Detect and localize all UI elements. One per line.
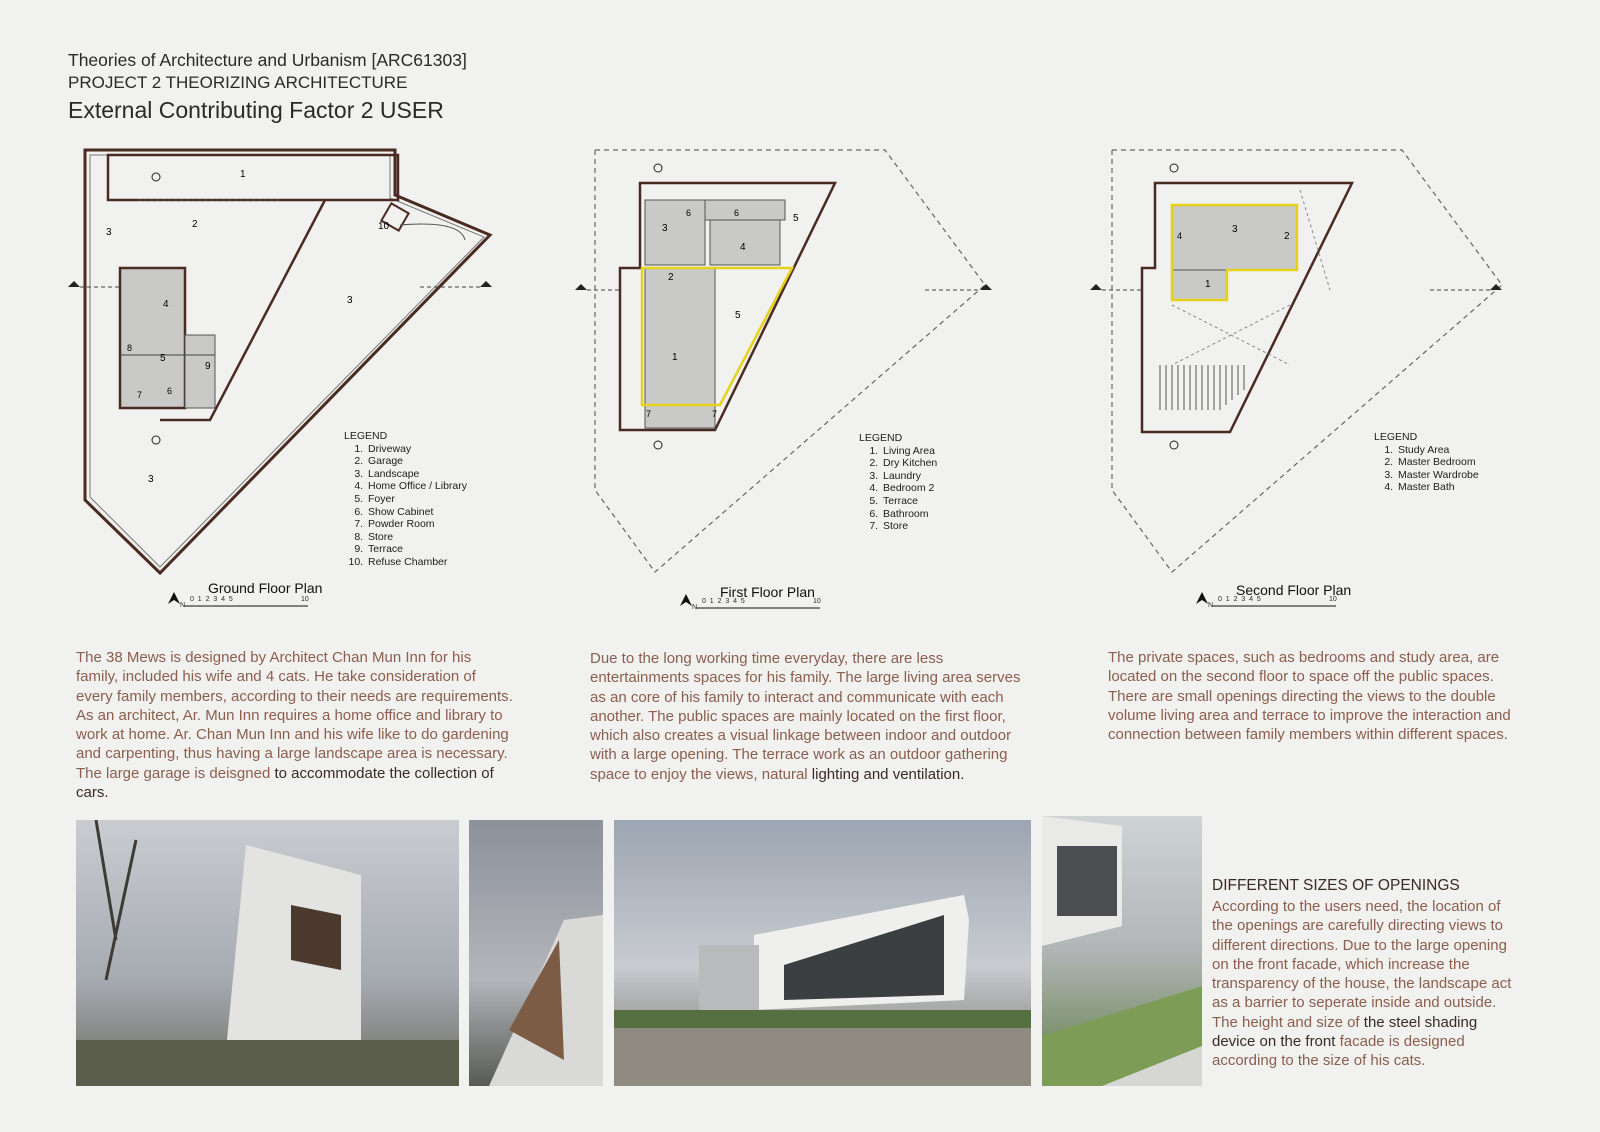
legend-item: 8. Store [366, 531, 467, 544]
legend-item: 4. Master Bath [1396, 481, 1479, 494]
legend-title: LEGEND [344, 430, 388, 442]
room-label: 1 [1205, 279, 1211, 290]
scale-end: 10 [1329, 596, 1337, 603]
legend-title: LEGEND [1374, 431, 1418, 443]
project-title: PROJECT 2 THEORIZING ARCHITECTURE [68, 73, 408, 92]
paragraph-text-end: lighting and ventilation. [811, 765, 965, 783]
legend-item: 6. Show Cabinet [366, 506, 467, 519]
first-floor-legend [859, 432, 937, 533]
room-label: 3 [347, 295, 353, 306]
ground-floor-description [76, 648, 516, 802]
room-label: 3 [662, 223, 668, 234]
scale-bar [1196, 590, 1346, 612]
legend-item: 4. Bedroom 2 [881, 482, 937, 495]
paragraph-text: The 38 Mews is designed by Architect Chan Mun Inn for his family, included his wife and 4 cats. He take consideration of every family members, according to their needs are requirements. As an architect, Ar. Mun Inn requires a home office and library to work at home. Ar. Chan Mun Inn and his wife like to do gardening and carpenting, thus having a large landscape area is necessary. The large garage is deisgned [76, 649, 513, 782]
openings-heading: DIFFERENT SIZES OF OPENINGS [1212, 877, 1460, 894]
legend-item: 6. Bathroom [881, 508, 937, 521]
north-arrow-icon [1196, 592, 1208, 604]
room-label: 5 [735, 310, 741, 321]
legend-item: 2. Garage [366, 455, 467, 468]
legend-item: 7. Store [881, 520, 937, 533]
legend-item: 3. Laundry [881, 470, 937, 483]
north-label: N [1208, 602, 1214, 609]
legend-item: 3. Master Wardrobe [1396, 469, 1479, 482]
scale-ticks: 0 1 2 3 4 5 [702, 598, 745, 605]
legend-item: 1. Living Area [881, 445, 937, 458]
second-floor-drawing [1090, 140, 1530, 590]
room-label: 4 [1177, 231, 1183, 241]
room-label: 2 [192, 219, 198, 230]
north-label: N [180, 602, 186, 609]
first-floor-plan [575, 140, 1015, 590]
room-label: 7 [712, 409, 718, 419]
room-label: 8 [127, 343, 133, 353]
room-label: 5 [160, 353, 166, 364]
room-label: 6 [167, 386, 173, 396]
second-floor-plan [1090, 140, 1530, 590]
room-label: 7 [646, 409, 652, 419]
photo-front-facade [614, 820, 1031, 1086]
course-title: Theories of Architecture and Urbanism [ARC61303] [68, 50, 467, 70]
paragraph-text: The private spaces, such as bedrooms and study area, are located on the second floor to space off the public spaces. There are small openings directing the views to the double volume living area and terrace to improve the interaction and connection between family members within different spaces. [1108, 649, 1511, 744]
paragraph-text-end: to accommodate the collection of cars. [76, 764, 494, 802]
legend-item: 4. Home Office / Library [366, 480, 467, 493]
page-title: External Contributing Factor 2 USER [68, 97, 444, 123]
scale-ticks: 0 1 2 3 4 5 [1218, 596, 1261, 603]
legend-item: 5. Foyer [366, 493, 467, 506]
room-label: 2 [1284, 231, 1290, 242]
openings-text: According to the users need, the location of the openings are carefully directing views to different directions. Due to the large opening on the front facade, which increase the transparency of the house, the landscape act as a barrier to seperate inside and outside. The height and size of [1212, 898, 1512, 1031]
legend-item: 2. Master Bedroom [1396, 456, 1479, 469]
room-label: 9 [205, 361, 211, 372]
room-label: 2 [668, 272, 674, 283]
legend-title: LEGEND [859, 432, 903, 444]
room-label: 1 [240, 169, 246, 180]
room-label: 3 [148, 474, 154, 485]
second-floor-title: Second Floor Plan [1236, 582, 1352, 598]
legend-item: 3. Landscape [366, 468, 467, 481]
photo-facade-corner [76, 820, 459, 1086]
first-floor-description [590, 649, 1028, 784]
scale-bar [168, 590, 318, 612]
ground-floor-legend [344, 430, 467, 569]
scale-end: 10 [301, 596, 309, 603]
scale-end: 10 [813, 598, 821, 605]
room-label: 6 [686, 208, 692, 218]
legend-item: 7. Powder Room [366, 518, 467, 531]
legend-item: 1. Study Area [1396, 444, 1479, 457]
room-label: 6 [734, 208, 740, 218]
ground-floor-plan [60, 135, 520, 605]
second-floor-description [1108, 648, 1518, 744]
ground-floor-title: Ground Floor Plan [208, 580, 323, 596]
room-label: 4 [740, 242, 746, 253]
photo-side-facade [469, 820, 603, 1086]
paragraph-text: Due to the long working time everyday, there are less entertainments spaces for his family. The large living area serves as an core of his family to interact and communicate with each another. The public spaces are mainly located on the first floor, which also creates a visual linkage between indoor and outdoor with a large opening. The terrace work as an outdoor gathering space to enjoy the views, natural [590, 650, 1021, 783]
room-label: 5 [793, 213, 799, 224]
openings-description [1212, 897, 1522, 1071]
room-label: 7 [137, 390, 143, 400]
room-label: 4 [163, 299, 169, 310]
legend-item: 1. Driveway [366, 443, 467, 456]
room-label: 3 [106, 227, 112, 238]
legend-item: 10. Refuse Chamber [366, 556, 467, 569]
north-arrow-icon [680, 594, 692, 606]
legend-item: 5. Terrace [881, 495, 937, 508]
scale-ticks: 0 1 2 3 4 5 [190, 596, 233, 603]
first-floor-title: First Floor Plan [720, 584, 815, 600]
scale-bar [680, 592, 830, 614]
north-arrow-icon [168, 592, 180, 604]
north-label: N [692, 604, 698, 611]
openings-text-end: facade is designed according to the size of his cats. [1212, 1033, 1465, 1070]
second-floor-legend [1374, 431, 1479, 494]
legend-item: 9. Terrace [366, 543, 467, 556]
first-floor-drawing [575, 140, 1015, 590]
room-label: 10 [378, 221, 390, 232]
room-label: 3 [1232, 224, 1238, 235]
openings-text-dark: the steel shading device on the front [1212, 1013, 1478, 1051]
room-label: 1 [672, 352, 678, 363]
legend-item: 2. Dry Kitchen [881, 457, 937, 470]
photo-garden-view [1042, 816, 1202, 1086]
